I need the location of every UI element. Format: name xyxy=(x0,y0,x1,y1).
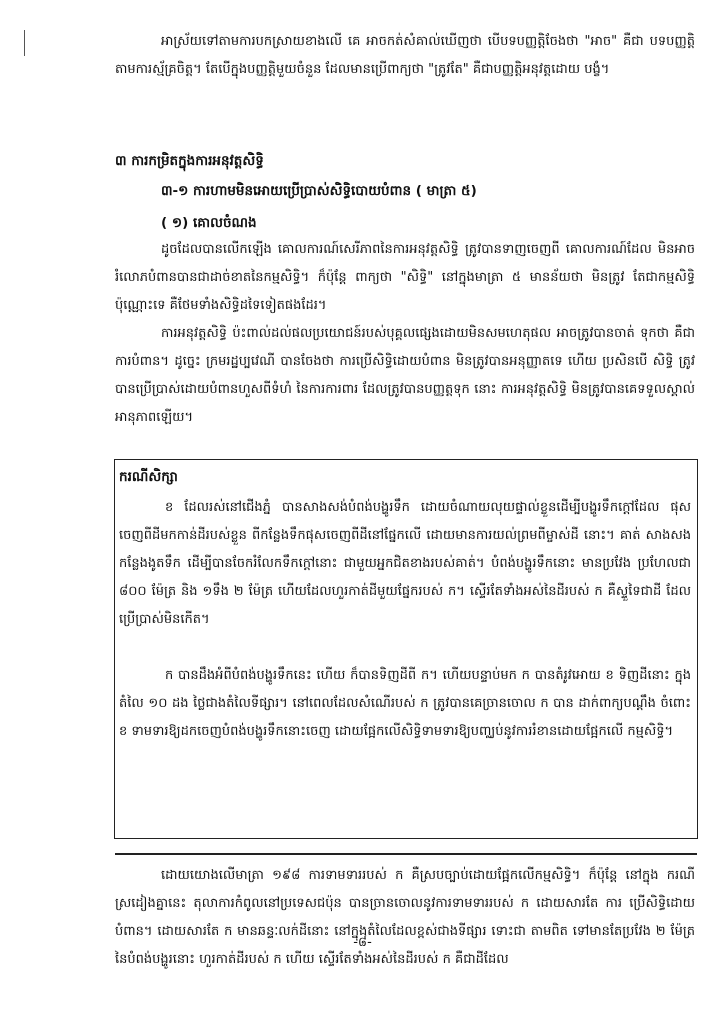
item-heading: ( ១) គោលចំណង xyxy=(161,215,257,231)
scan-margin-mark xyxy=(24,30,25,56)
page-number: -៨- xyxy=(353,935,372,950)
case-study-paragraph-1: ខ ដែលរស់នៅជើងភ្នំ បានសាងសង់បំពង់បង្ហូរទឹក ដោយចំណាយលុយផ្ទាល់ខ្លួនដើម្បីបង្ហូរទឹកក្តៅដែល ផុសចេញពីដីមកកាន់ដីរបស់ខ្លួន ពីកន្លែងទឹកផុសចេញពីដីនៅផ្នែកលើ ដោយមានការយល់ព្រមពីម្ចាស់ដី នោះ។ គាត់ សាងសងកន្លែងងូតទឹក ដើម្បីបានចែករំលែកទឹកក្តៅនោះ ជាមួយអ្នកជិតខាងរបស់គាត់។ បំពង់បង្ហូរទឹកនោះ មានប្រវែង ប្រហែលជា ៨០០ ម៉ែត្រ និង ១ទឹង ២ ម៉ែត្រ ហើយដែលហួរកាត់ដីមួយផ្នែករបស់ ក។ ស្ទើរតែទាំងអស់នៃដីរបស់ ក គឺស្ទួទៃជាដី ដែលប្រើប្រាស់មិនកើត។ xyxy=(119,500,691,627)
section-paragraph-2: ការអនុវត្តសិទ្ធិ ប៉ះពាល់ដល់ផលប្រយោជន៍របស់បុគ្គលផ្សេងដោយមិនសមហេតុផល អាចត្រូវបានចាត់ ទុកថា គឺជាការបំពាន។ ដូច្នេះ ក្រមរដ្ឋប្បវេណី បានចែងថា ការប្រើសិទ្ធិដោយបំពាន មិនត្រូវបានអនុញ្ញាតទេ ហើយ ប្រសិនបើ សិទ្ធិ ត្រូវបានប្រើប្រាស់ដោយបំពានហួសពីទំហំ នៃការការពារ ដែលត្រូវបានបញ្ញត្តទុក នោះ ការអនុវត្តសិទ្ធិ មិនត្រូវបានគេទទួលស្គាល់អានុភាពឡើយ។ xyxy=(115,326,695,425)
case-study-title: ករណីសិក្សា xyxy=(119,469,178,485)
divider-rule xyxy=(115,853,697,855)
section-heading: ៣ ការកម្រិតក្នុងការអនុវត្តសិទ្ធិ xyxy=(115,153,264,169)
closing-paragraph: ដោយយោងលើមាត្រា ១៩៨ ការទាមទាររបស់ ក គឺស្របច្បាប់ដោយផ្អែកលើកម្មសិទ្ធិ។ ក៏ប៉ុន្តែ នៅក្នុង ករណីស្រដៀងគ្នានេះ តុលាការកំពូលនៅប្រទេសជប៉ុន បានច្រានចោលនូវការទាមទាររបស់ ក ដោយសារតែ ការ ប្រើសិទ្ធិដោយបំពាន។ ដោយសារតែ ក មានឆន្ទៈលក់ដីនោះ នៅក្នុងតំលៃដែលខ្ពស់ជាងទីផ្សារ ទោះជា តាមពិត ទៅមានតែប្រវែង ២ ម៉ែត្រ នៃបំពង់បង្ហូរនោះ ហួរកាត់ដីរបស់ ក ហើយ ស្ទើរតែទាំងអស់នៃដីរបស់ ក គឺជាដីដែល xyxy=(115,868,695,967)
intro-paragraph: អាស្រ័យទៅតាមការបកស្រាយខាងលើ គេ អាចកត់សំគាល់ឃើញថា បើបទបញ្ញត្តិចែងថា "អាច" គឺជា បទបញ្ញត្តិតាមការស្ម័គ្រចិត្ត។ តែបើក្នុងបញ្ញត្តិមួយចំនួន ដែលមានប្រើពាក្យថា "ត្រូវតែ" គឺជាបញ្ញត្តិអនុវត្តដោយ បង្ខំ។ xyxy=(115,34,695,77)
section-paragraph-1: ដូចដែលបានលើកឡើង គោលការណ៍សេរីភាពនៃការអនុវត្តសិទ្ធិ ត្រូវបានទាញចេញពី គោលការណ៍ដែល មិនអាចរំលោភបំពានបានជាដាច់ខាតនៃកម្មសិទ្ធិ។ ក៏ប៉ុន្តែ ពាក្យថា "សិទ្ធិ" នៅក្នុងមាត្រា ៥ មានន័យថា មិនត្រូវ តែជាកម្មសិទ្ធិប៉ុណ្ណោះទេ គឺថែមទាំងសិទ្ធិដទៃទៀតផងដែរ។ xyxy=(115,242,695,313)
case-study-box xyxy=(114,459,698,839)
subsection-heading: ៣-១ ការហាមមិនអោយប្រើប្រាស់សិទ្ធិបោយបំពាន ( មាត្រា ៥) xyxy=(161,183,477,199)
case-study-paragraph-2: ក បានដឹងអំពីបំពង់បង្ហូរទឹកនេះ ហើយ ក៏បានទិញដីពី ក។ ហើយបន្ទាប់មក ក បានតំរូវអោយ ខ ទិញដីនោះ ក្នុងតំលៃ ១០ ដង ថ្លៃជាងតំលៃទីផ្សារ។ នៅពេលដែលសំណើរបស់ ក ត្រូវបានគេច្រានចោល ក បាន ដាក់ពាក្យបណ្តឹង ចំពោះ ខ ទាមទារឱ្យដកចេញបំពង់បង្ហូរទឹកនោះចេញ ដោយផ្អែកលើសិទ្ធិទាមទារឱ្យបញ្ឈប់នូវការរំខានដោយផ្អែកលើ កម្មសិទ្ធិ។ xyxy=(119,668,691,739)
